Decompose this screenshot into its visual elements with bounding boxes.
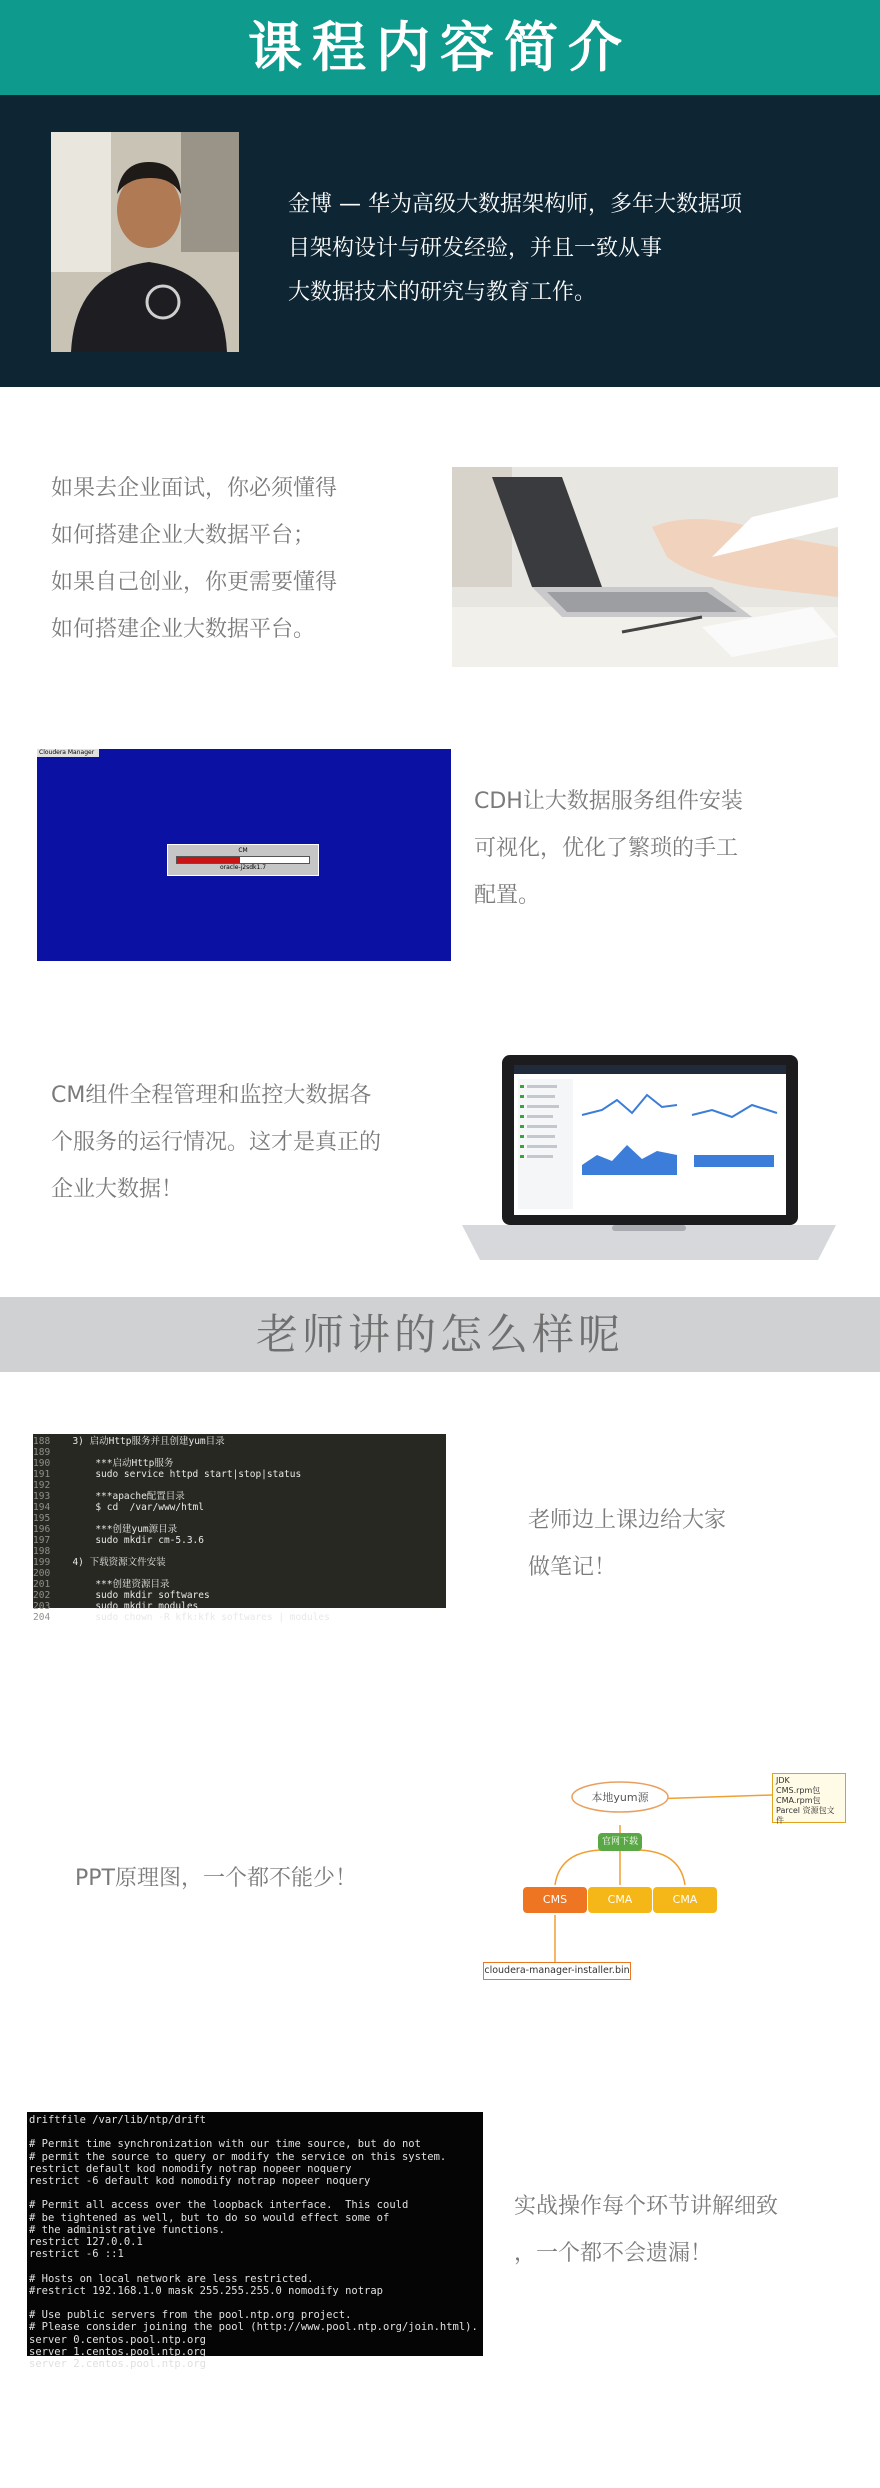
install-dialog — [167, 844, 319, 876]
screen-title: Cloudera Manager — [37, 749, 99, 757]
bio-line: 目架构设计与研发经验，并且一致从事 — [288, 236, 663, 261]
code-line — [33, 1524, 446, 1535]
bio-line: 金博 — 华为高级大数据架构师，多年大数据项 — [288, 192, 742, 217]
cdh-text — [474, 778, 854, 919]
code-line-text: sudo mkdir modules — [61, 1601, 199, 1612]
code-line-text: ***创建yum源目录 — [61, 1524, 178, 1535]
bio-line: 大数据技术的研究与教育工作。 — [288, 280, 597, 305]
terminal-line: restrict 127.0.0.1 — [29, 2236, 143, 2248]
text-line: 做笔记！ — [528, 1555, 617, 1580]
diagram-note — [772, 1773, 846, 1823]
code-line — [33, 1535, 446, 1546]
code-line-text: sudo mkdir softwares — [61, 1590, 210, 1601]
text-line: 如果去企业面试，你必须懂得 — [51, 476, 338, 501]
text-line: 配置。 — [474, 883, 541, 908]
text-line: PPT原理图，一个都不能少！ — [75, 1866, 357, 1891]
code-line — [33, 1502, 446, 1513]
terminal-line: # Permit all access over the loopback interface. This could — [29, 2199, 409, 2212]
install-progress-fill — [177, 857, 240, 863]
terminal-line: restrict -6 ::1 — [29, 2248, 124, 2261]
code-line-number: 189 — [33, 1447, 51, 1458]
code-line — [33, 1612, 446, 1623]
practice-text — [514, 2183, 864, 2277]
terminal-line: # be tightened as well, but to do so would effect some of — [29, 2211, 390, 2224]
code-line-number: 194 — [33, 1502, 51, 1513]
terminal-line: # Hosts on local network are less restricted. — [29, 2272, 314, 2285]
terminal-line — [29, 2297, 483, 2309]
code-line — [33, 1491, 446, 1502]
code-line — [33, 1546, 446, 1557]
terminal-line: server 2.centos.pool.ntp.org — [29, 2358, 207, 2370]
yum-diagram — [470, 1765, 850, 1980]
text-line: 个服务的运行情况。这才是真正的 — [51, 1130, 382, 1155]
diagram-node-cma: CMA — [588, 1887, 652, 1913]
text-line: 如何搭建企业大数据平台。 — [51, 617, 316, 642]
code-line-number: 201 — [33, 1579, 51, 1590]
code-line — [33, 1458, 446, 1469]
instructor-bio — [288, 183, 873, 315]
laptop-typing-photo — [452, 467, 838, 667]
code-line-number: 202 — [33, 1590, 51, 1601]
code-line-number: 196 — [33, 1524, 51, 1535]
terminal-line — [29, 2187, 483, 2199]
diagram-node-local-yum: 本地yum源 — [591, 1791, 649, 1804]
code-line-text: 4) 下载资源文件安装 — [61, 1557, 166, 1568]
code-line-number: 198 — [33, 1546, 51, 1557]
code-line-text: ***apache配置目录 — [61, 1491, 185, 1502]
laptop-dashboard-photo — [462, 1055, 836, 1265]
text-line: CDH让大数据服务组件安装 — [474, 789, 743, 814]
code-line-text: 3) 启动Http服务并且创建yum目录 — [61, 1436, 225, 1447]
section-title: 老师讲的怎么样呢 — [255, 1310, 624, 1359]
code-line-number: 203 — [33, 1601, 51, 1612]
code-line-text: $ cd /var/www/html — [61, 1502, 204, 1513]
code-line — [33, 1590, 446, 1601]
text-line: 如果自己创业，你更需要懂得 — [51, 570, 338, 595]
terminal-line: # Please consider joining the pool (http://www.pool.ntp.org/join.html). — [29, 2321, 478, 2334]
interview-text — [51, 465, 431, 653]
note-line: Parcel 资源包文件 — [776, 1806, 835, 1825]
dialog-title: CM — [238, 847, 248, 854]
code-line-number: 192 — [33, 1480, 51, 1491]
code-line-text: ***创建资源目录 — [61, 1579, 170, 1590]
terminal-line — [29, 2126, 483, 2138]
diagram-node-cms: CMS — [523, 1887, 587, 1913]
cm-text — [51, 1072, 471, 1213]
text-line: 老师边上课边给大家 — [528, 1508, 727, 1533]
code-line-number: 193 — [33, 1491, 51, 1502]
dialog-text: oracle-j2sdk1.7 — [219, 864, 267, 871]
text-line: ，一个都不会遗漏！ — [514, 2241, 713, 2266]
text-line: 企业大数据！ — [51, 1177, 184, 1202]
terminal-line: server 1.centos.pool.ntp.org — [29, 2345, 207, 2358]
code-line-number: 197 — [33, 1535, 51, 1546]
terminal-line — [29, 2260, 483, 2272]
code-line — [33, 1601, 446, 1612]
code-line-number: 195 — [33, 1513, 51, 1524]
diagram-installer: cloudera-manager-installer.bin — [483, 1962, 631, 1980]
cloudera-install-screen — [37, 749, 451, 961]
terminal-line: driftfile /var/lib/ntp/drift — [29, 2114, 207, 2126]
terminal-line: # permit the source to query or modify the service on this system. — [29, 2150, 447, 2163]
code-line — [33, 1568, 446, 1579]
code-line-text: sudo chown -R kfk:kfk softwares | modules — [61, 1612, 330, 1623]
code-line-text: sudo mkdir cm-5.3.6 — [61, 1535, 204, 1546]
terminal-line: restrict -6 default kod nomodify notrap nopeer noquery — [29, 2175, 371, 2187]
code-line — [33, 1447, 446, 1458]
code-line-number: 204 — [33, 1612, 51, 1623]
text-line: 如何搭建企业大数据平台； — [51, 523, 316, 548]
code-line-text: ***启动Http服务 — [61, 1458, 174, 1469]
code-line — [33, 1557, 446, 1568]
code-line-number: 191 — [33, 1469, 51, 1480]
terminal-line: server 0.centos.pool.ntp.org — [29, 2333, 207, 2346]
code-line-number: 200 — [33, 1568, 51, 1579]
terminal-line: # the administrative functions. — [29, 2223, 225, 2236]
code-line-number: 190 — [33, 1458, 51, 1469]
terminal-line: restrict default kod nomodify notrap nopeer noquery — [29, 2162, 352, 2175]
code-line-text: sudo service httpd start|stop|status — [61, 1469, 302, 1480]
code-line-number: 199 — [33, 1557, 51, 1568]
code-line — [33, 1579, 446, 1590]
ppt-text — [75, 1855, 435, 1902]
notes-text — [528, 1497, 848, 1591]
ntp-config-terminal — [27, 2112, 483, 2370]
text-line: 实战操作每个环节讲解细致 — [514, 2194, 779, 2219]
diagram-node-download: 官网下载 — [598, 1833, 642, 1851]
text-line: CM组件全程管理和监控大数据各 — [51, 1083, 372, 1108]
instructor-photo — [51, 132, 239, 352]
code-line-number: 188 — [33, 1436, 51, 1447]
code-line — [33, 1480, 446, 1491]
code-line — [33, 1436, 446, 1447]
code-notes-screenshot — [33, 1434, 446, 1623]
diagram-node-cma: CMA — [653, 1887, 717, 1913]
code-line — [33, 1469, 446, 1480]
note-line: CMS.rpm包 — [776, 1786, 821, 1795]
note-line: CMA.rpm包 — [776, 1796, 821, 1805]
note-line: JDK — [776, 1776, 790, 1785]
terminal-line: #restrict 192.168.1.0 mask 255.255.255.0 nomodify notrap — [29, 2284, 384, 2297]
terminal-line: # Use public servers from the pool.ntp.org project. — [29, 2309, 352, 2322]
text-line: 可视化，优化了繁琐的手工 — [474, 836, 739, 861]
page-title: 课程内容简介 — [248, 15, 632, 79]
code-line — [33, 1513, 446, 1524]
terminal-line: # Permit time synchronization with our time source, but do not — [29, 2138, 421, 2151]
